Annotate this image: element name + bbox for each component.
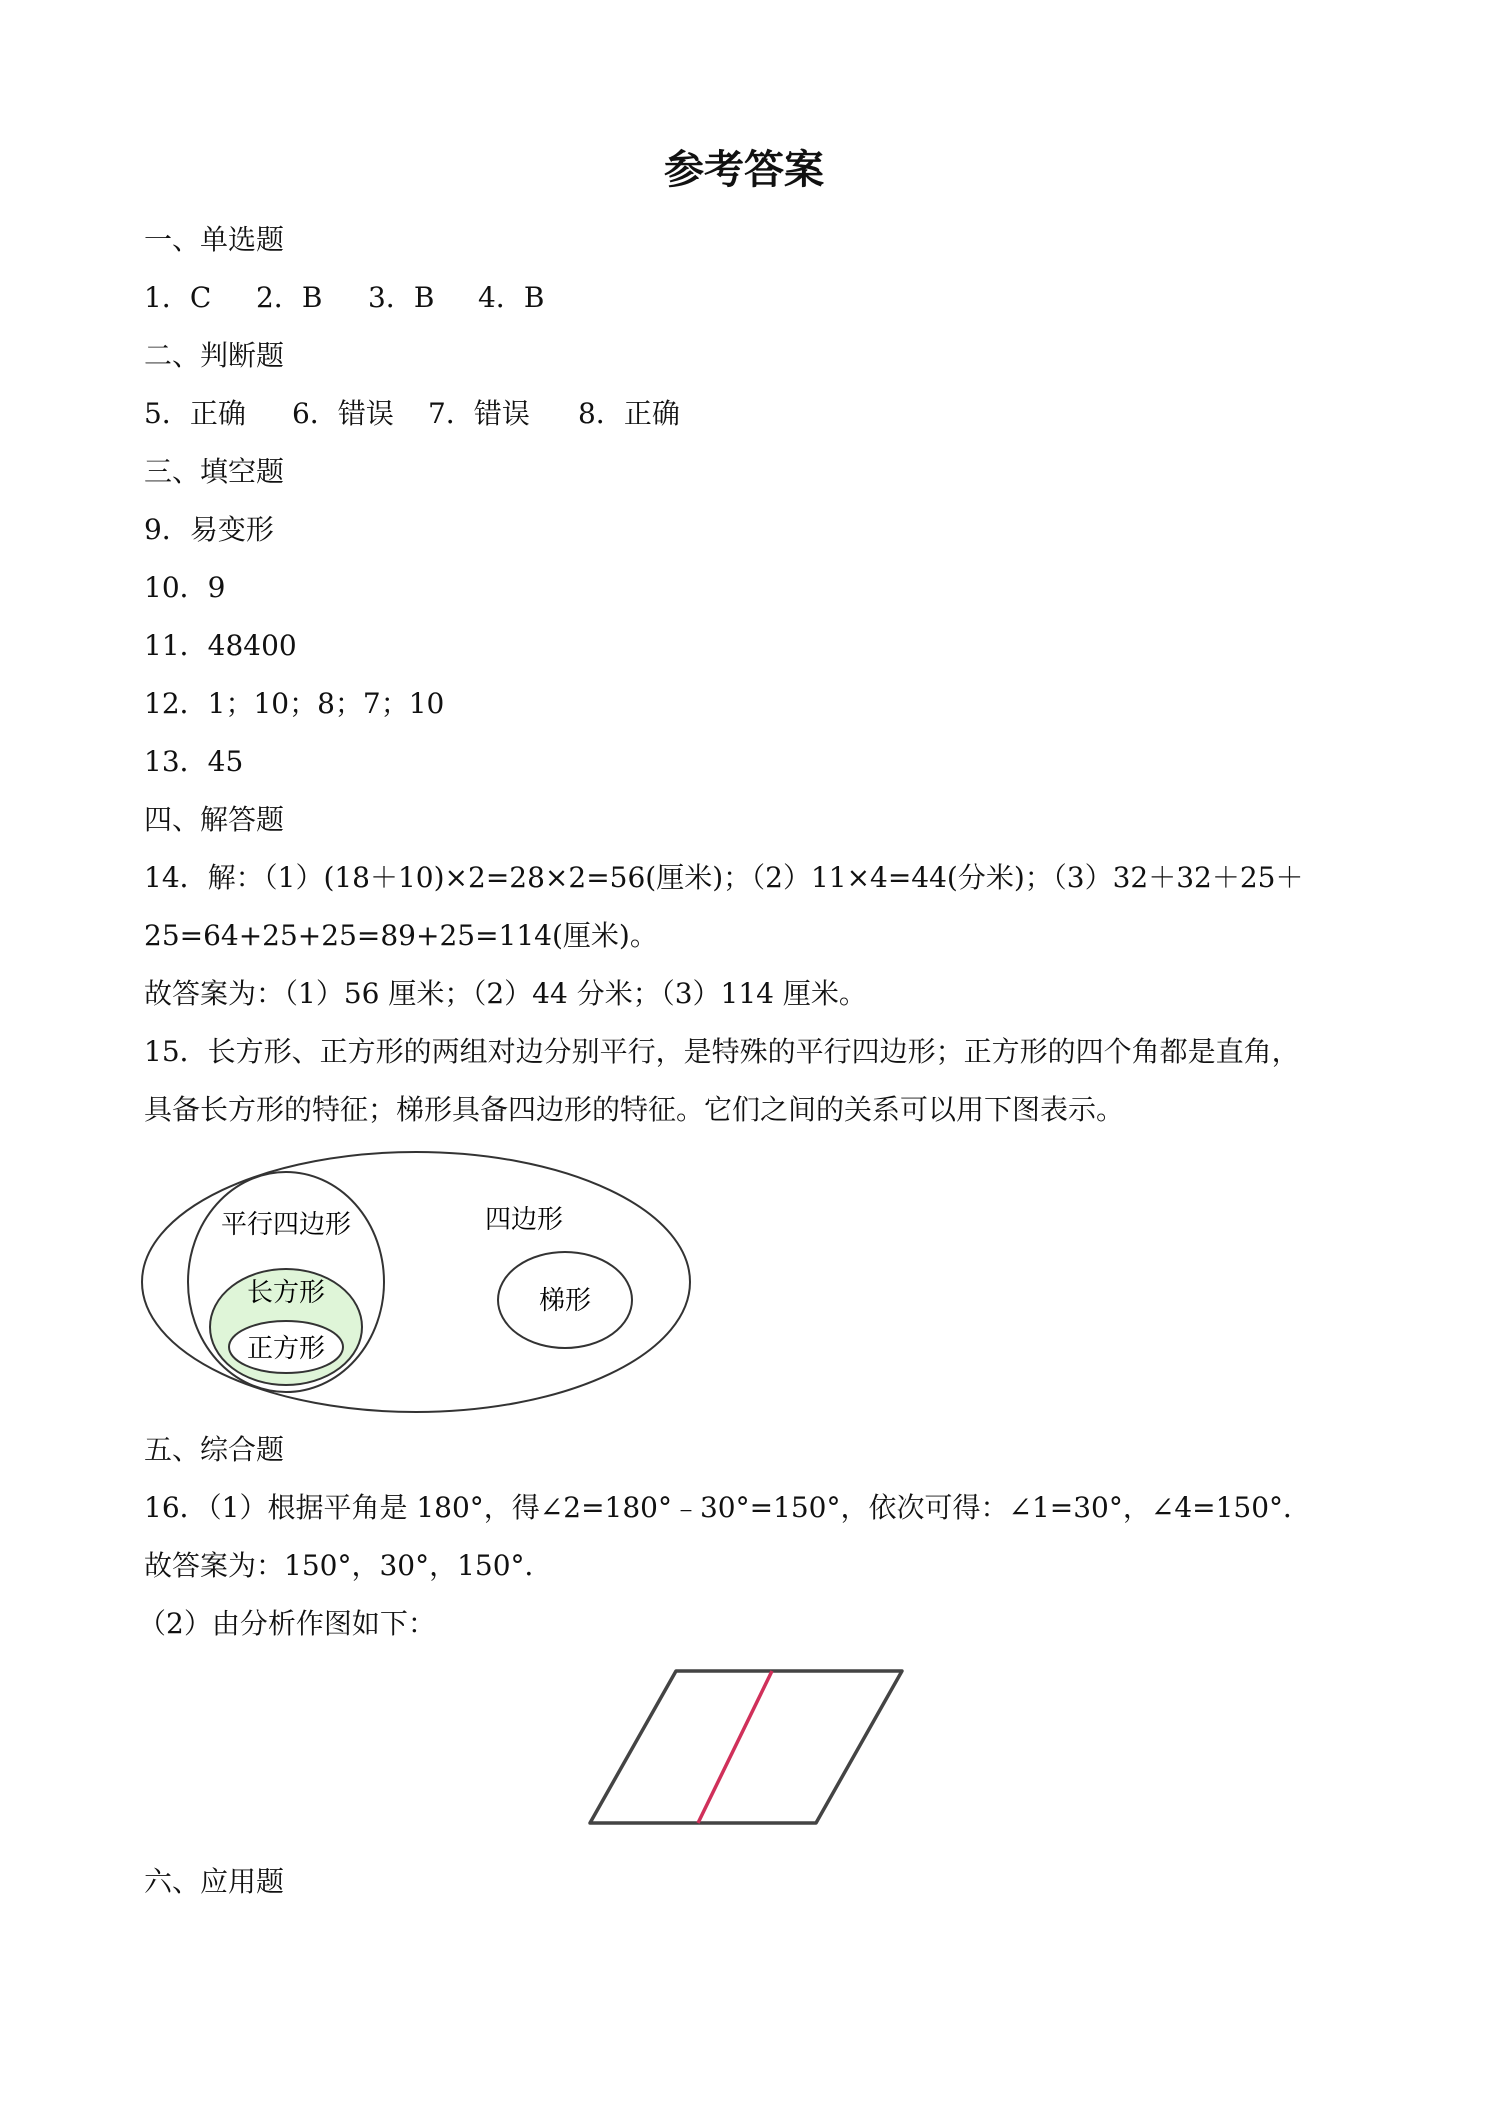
tf-answers-row — [144, 394, 680, 434]
answer-q15-line1: 15．长方形、正方形的两组对边分别平行，是特殊的平行四边形；正方形的四个角都是直角， — [144, 1035, 1300, 1068]
answer-q14-line2: 25=64+25+25=89+25=114(厘米)。 — [144, 919, 658, 952]
tf-answer: 8．正确 — [578, 397, 680, 430]
answer-q10: 10．9 — [144, 571, 226, 604]
mc-answer: 1．C — [144, 281, 212, 314]
answer-q16-line1: 16．（1）根据平角是 180°，得∠2=180°﹣30°=150°，依次可得：∠1=30°，∠4=150°． — [144, 1491, 1312, 1524]
answer-q14-line3: 故答案为：（1）56 厘米；（2）44 分米；（3）114 厘米。 — [144, 977, 867, 1010]
parallelogram-outline — [590, 1671, 902, 1823]
answer-q11: 11．48400 — [144, 629, 297, 662]
parallelogram-label: 平行四边形 — [220, 1210, 352, 1240]
answer-q14-line1: 14．解：（1）(18＋10)×2=28×2=56(厘米)；（2）11×4=44(分米)；（3）32＋32＋25＋ — [144, 861, 1304, 894]
answer-q9: 9．易变形 — [144, 513, 274, 546]
section-heading-true-false: 二、判断题 — [144, 339, 285, 372]
page-title: 参考答案 — [664, 147, 824, 193]
quadrilateral-venn-diagram — [140, 1145, 720, 1425]
answer-q13: 13．45 — [144, 745, 244, 778]
section-heading-comprehensive: 五、综合题 — [144, 1433, 285, 1466]
section-heading-fill-blank: 三、填空题 — [144, 455, 285, 488]
tf-answer: 6．错误 — [292, 397, 394, 430]
tf-answer: 7．错误 — [428, 397, 530, 430]
quadrilateral-label: 四边形 — [484, 1205, 564, 1235]
answer-q15-line2: 具备长方形的特征；梯形具备四边形的特征。它们之间的关系可以用下图表示。 — [144, 1093, 1125, 1126]
section-heading-single-choice: 一、单选题 — [144, 223, 285, 256]
mc-answer: 3．B — [368, 281, 435, 314]
square-label: 正方形 — [246, 1334, 326, 1364]
mc-answer: 2．B — [256, 281, 323, 314]
section-heading-application: 六、应用题 — [144, 1865, 285, 1898]
height-line — [698, 1671, 772, 1823]
trapezoid-label: 梯形 — [538, 1286, 592, 1316]
answer-q12: 12．1；10；8；7；10 — [144, 687, 445, 720]
tf-answer: 5．正确 — [144, 397, 246, 430]
quadrilateral-ellipse — [142, 1152, 690, 1412]
answer-q16-line3: （2）由分析作图如下： — [138, 1607, 436, 1640]
mc-answers-row — [144, 278, 544, 318]
parallelogram-figure — [580, 1665, 910, 1835]
rectangle-label: 长方形 — [246, 1278, 326, 1308]
mc-answer: 4．B — [478, 281, 545, 314]
section-heading-solve: 四、解答题 — [144, 803, 285, 836]
answer-q16-line2: 故答案为：150°，30°，150°． — [144, 1549, 553, 1582]
